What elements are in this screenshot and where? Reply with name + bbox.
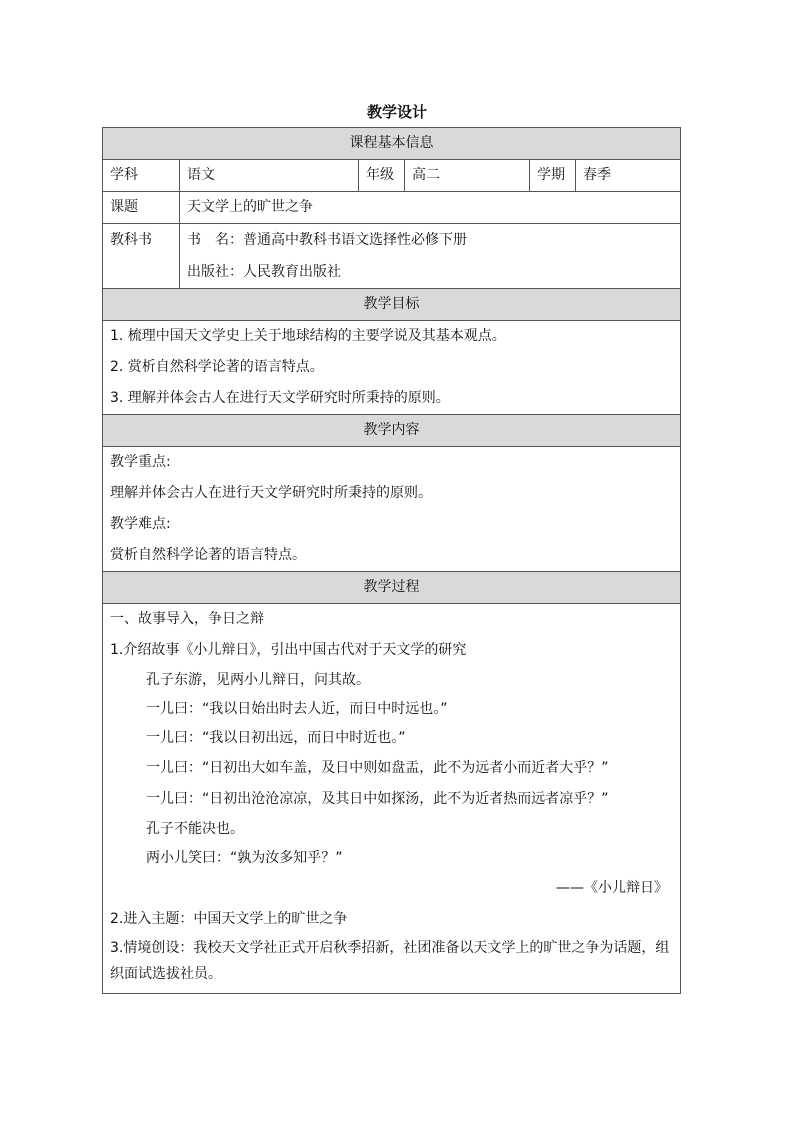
term-value: 春季 [576, 160, 681, 192]
story-line: 一儿曰：“我以日初出远，而日中时近也。” [146, 730, 406, 746]
term-label: 学期 [530, 160, 576, 192]
grade-value: 高二 [405, 160, 530, 192]
textbook-publisher: 出版社：人民教育出版社 [187, 264, 341, 280]
section-heading: 一、故事导入，争日之辩 [110, 611, 264, 627]
story-line: 孔子东游，见两小儿辩日，问其故。 [146, 672, 370, 688]
goal-item: 3. 理解并体会古人在进行天文学研究时所秉持的原则。 [110, 390, 450, 406]
process-header: 教学过程 [103, 572, 681, 604]
difficulty-text: 赏析自然科学论著的语言特点。 [110, 547, 306, 563]
step-intro: 1.介绍故事《小儿辩日》，引出中国古代对于天文学的研究 [110, 642, 467, 658]
content-header: 教学内容 [103, 415, 681, 447]
lesson-plan-table [102, 127, 681, 994]
difficulty-label: 教学难点: [110, 516, 171, 532]
key-point-label: 教学重点: [110, 454, 171, 470]
story-line: 一儿曰：“我以日始出时去人近，而日中时远也。” [146, 701, 448, 717]
goal-item: 2. 赏析自然科学论著的语言特点。 [110, 359, 324, 375]
key-point-text: 理解并体会古人在进行天文学研究时所秉持的原则。 [110, 485, 432, 501]
document-title: 教学设计 [366, 103, 427, 121]
story-line: 孔子不能决也。 [146, 821, 244, 837]
grade-label: 年级 [359, 160, 405, 192]
story-line: 一儿曰：“日初出沧沧凉凉，及其日中如探汤，此不为近者热而远者凉乎？” [146, 791, 609, 807]
story-line: 两小儿笑曰：“孰为汝多知乎？” [146, 850, 343, 866]
step-topic: 2.进入主题：中国天文学上的旷世之争 [110, 911, 348, 927]
textbook-label: 教科书 [110, 232, 152, 248]
textbook-name: 书 名：普通高中教科书语文选择性必修下册 [187, 232, 467, 248]
subject-value: 语文 [180, 160, 359, 192]
goal-item: 1. 梳理中国天文学史上关于地球结构的主要学说及其基本观点。 [110, 328, 506, 344]
step-scenario: 3.情境创设：我校天文学社正式开启秋季招新，社团准备以天文学上的旷世之争为话题，组织面试选拔社员。 [110, 940, 670, 982]
topic-value: 天文学上的旷世之争 [180, 192, 681, 224]
story-line: 一儿曰：“日初出大如车盖，及日中则如盘盂，此不为远者小而近者大乎？” [146, 760, 609, 776]
subject-label: 学科 [103, 160, 180, 192]
topic-label: 课题 [103, 192, 180, 224]
goals-header: 教学目标 [103, 289, 681, 321]
basic-info-header: 课程基本信息 [103, 128, 681, 160]
story-source: ——《小儿辩日》 [556, 880, 668, 896]
